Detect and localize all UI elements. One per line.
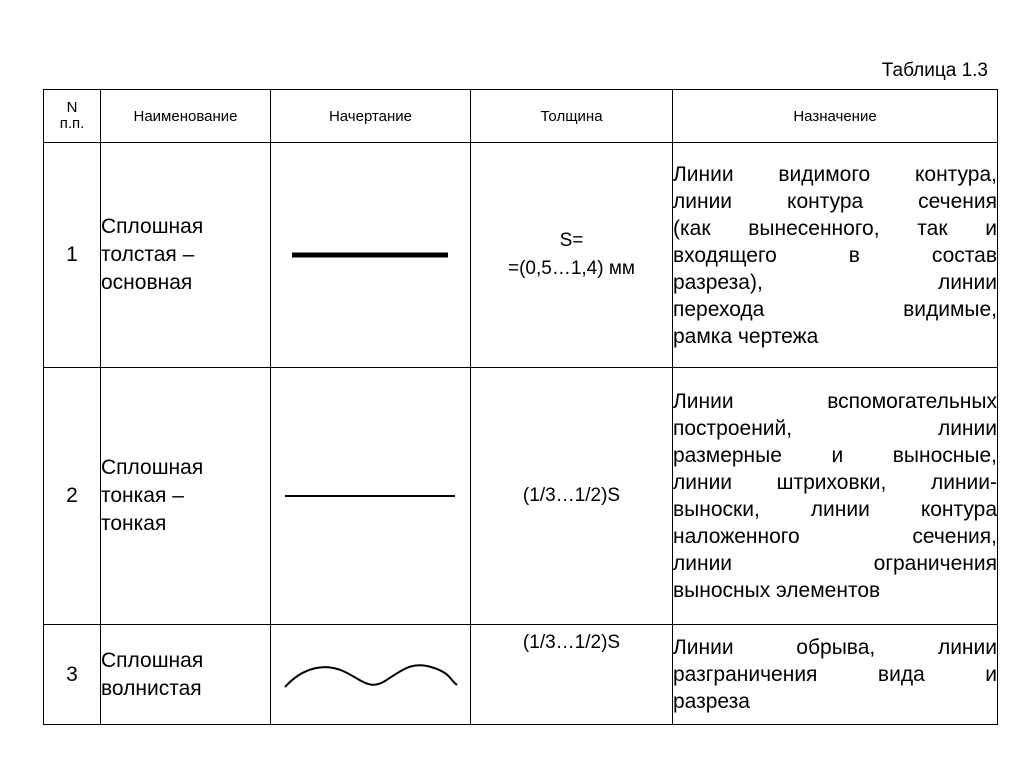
line-name-part: основная [101, 271, 193, 294]
purpose-line: (как вынесенного, так и [673, 216, 997, 240]
line-drawing [271, 625, 471, 725]
line-name-part: Сплошная [101, 456, 204, 479]
line-drawing [271, 143, 471, 368]
thickness-part: S= [559, 230, 584, 251]
line-purpose [673, 143, 998, 368]
purpose-line: Линии видимого контура, [673, 162, 997, 186]
line-name [101, 368, 271, 625]
purpose-line: линии ограничения [673, 552, 997, 575]
purpose-line: перехода видимые, [673, 297, 997, 321]
purpose-line: линии контура сечения [673, 189, 997, 213]
header-number-line2: п.п. [59, 115, 85, 132]
line-purpose [673, 625, 998, 725]
line-purpose [673, 368, 998, 625]
line-name-part: тонкая [101, 512, 167, 535]
purpose-line: Линии вспомогательных [673, 390, 997, 413]
purpose-line: разграничения вида и [673, 663, 997, 686]
header-number [44, 90, 101, 143]
table-row [44, 143, 998, 368]
solid-wavy-line-sample [281, 657, 461, 693]
header-row [44, 90, 998, 143]
line-thickness: (1/3…1/2)S [471, 368, 673, 625]
line-name-part: Сплошная [101, 215, 204, 238]
purpose-line: разреза), линии [673, 270, 997, 294]
purpose-line: выносных элементов [673, 579, 881, 602]
purpose-line: Линии обрыва, линии [673, 636, 997, 659]
purpose-line: размерные и выносные, [673, 444, 997, 467]
header-thickness: Толщина [471, 90, 673, 143]
line-types-table [43, 89, 998, 725]
purpose-line: рамка чертежа [673, 324, 819, 348]
table-row [44, 368, 998, 625]
header-number-line1: N [66, 99, 78, 116]
purpose-line: входящего в состав [673, 243, 997, 267]
line-name [101, 143, 271, 368]
line-name-part: Сплошная [101, 648, 204, 672]
row-number: 2 [44, 368, 101, 625]
thickness-part: =(0,5…1,4) мм [508, 258, 635, 279]
purpose-line: выноски, линии контура [673, 498, 997, 521]
row-number: 3 [44, 625, 101, 725]
table-caption: Таблица 1.3 [881, 60, 988, 81]
header-purpose: Назначение [673, 90, 998, 143]
purpose-line: линии штриховки, линии- [673, 471, 997, 494]
line-drawing [271, 368, 471, 625]
solid-thick-line-sample [286, 245, 456, 265]
solid-thin-line-sample [281, 490, 461, 502]
line-name-part: волнистая [101, 676, 202, 700]
purpose-line: построений, линии [673, 417, 997, 440]
header-name: Наименование [101, 90, 271, 143]
row-number: 1 [44, 143, 101, 368]
purpose-line: наложенного сечения, [673, 525, 997, 548]
table-row [44, 625, 998, 725]
line-name [101, 625, 271, 725]
line-thickness [471, 143, 673, 368]
line-thickness: (1/3…1/2)S [471, 625, 673, 725]
header-drawing: Начертание [271, 90, 471, 143]
purpose-line: разреза [673, 690, 750, 713]
line-name-part: тонкая – [101, 484, 184, 507]
line-name-part: толстая – [101, 243, 195, 266]
